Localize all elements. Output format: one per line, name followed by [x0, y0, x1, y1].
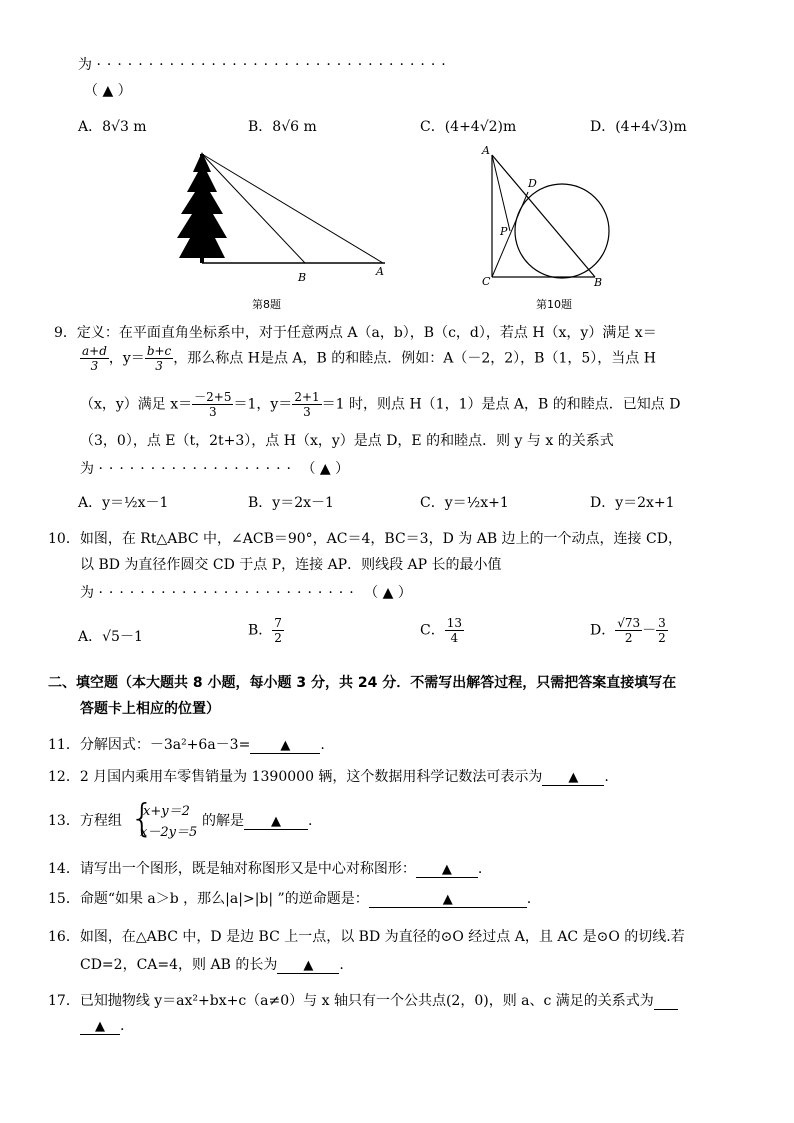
q10-option-b-label: B． — [248, 622, 273, 639]
q8-prefix: 为 — [78, 57, 92, 73]
q9-text3a: （x，y）满足 x＝ — [80, 396, 193, 413]
q9-option-a: A．y＝½x－1 — [78, 495, 169, 511]
q9-option-b: B．y＝2x－1 — [248, 495, 334, 511]
q10-option-d — [590, 616, 668, 645]
figure-10 — [480, 145, 620, 295]
q10-text1: 如图，在 Rt△ABC 中，∠ACB＝90°，AC＝4，BC＝3，D 为 AB 边上的一个动点，连接 CD， — [79, 531, 682, 547]
section2-title-line1: 二、填空题（本大题共 8 小题，每小题 3 分，共 24 分．不需写出解答过程，只需把答案直接填写在 — [48, 675, 677, 691]
fig10-label-b: B — [594, 276, 603, 289]
q13-label: 13．方程组 — [48, 813, 122, 829]
q13-answer-blank: ▲ — [244, 813, 308, 830]
q9-text3b: ＝1，y＝ — [233, 396, 293, 413]
q10-option-c-frac: $\frac{13}{4}$ — [446, 616, 462, 645]
q10-option-c-label: C． — [420, 622, 445, 639]
q9-line3 — [80, 390, 680, 419]
q10-option-d-frac1: $\frac{√73}{2}$ — [617, 616, 641, 645]
q8-option-a: A．8√3 m — [78, 119, 147, 135]
q14: 14．请写出一个图形，既是轴对称图形又是中心对称图形： ▲ . — [48, 861, 483, 877]
q8-answer-paren: （ ▲ ） — [84, 83, 132, 99]
q10-option-d-frac2: $\frac{3}{2}$ — [658, 616, 666, 645]
q9-line5 — [80, 458, 349, 478]
q12-text: 12．2 月国内乘用车零售销量为 1390000 辆，这个数据用科学记数法可表示为 — [48, 769, 543, 785]
q12: 12．2 月国内乘用车零售销量为 1390000 辆，这个数据用科学记数法可表示为 ▲ . — [48, 769, 609, 785]
q9-frac4: $\frac{2+1}{3}$ — [294, 390, 320, 419]
q17-answer-blank-start — [654, 993, 678, 1010]
q10-option-b-frac: $\frac{7}{2}$ — [274, 616, 282, 645]
q9-option-d: D．y＝2x+1 — [590, 495, 675, 511]
q17-line2: ▲ . — [80, 1018, 124, 1035]
q10-dots: ························· — [98, 585, 360, 601]
q9-line1 — [54, 322, 657, 342]
q10-answer-paren: （ ▲ ） — [364, 585, 412, 601]
q11: 11．分解因式：－3a²+6a－3= ▲ . — [48, 737, 325, 753]
q10-line3 — [80, 582, 412, 602]
q12-answer-blank: ▲ — [542, 769, 604, 786]
q14-answer-blank: ▲ — [416, 861, 478, 878]
q17-line1 — [48, 990, 678, 1010]
q13-eq2: x－2y＝5 — [140, 825, 198, 840]
q8-line1 — [78, 54, 452, 74]
section2-title-line2: 答题卡上相应的位置） — [80, 701, 220, 717]
brace-icon: { — [130, 796, 155, 840]
q10-option-a: A．√5－1 — [78, 629, 143, 645]
q11-text: 11．分解因式：－3a²+6a－3= — [48, 737, 251, 753]
q8-dots: ·································· — [96, 57, 452, 73]
q10-option-d-minus: － — [642, 622, 657, 639]
figure-8 — [165, 148, 405, 288]
q16-line2: CD=2，CA=4，则 AB 的长为 ▲ . — [80, 957, 344, 973]
q9-line2 — [80, 344, 656, 373]
q17-text: 17．已知抛物线 y＝ax²+bx+c（a≠0）与 x 轴只有一个公共点(2，0)，则 a、c 满足的关系式为 — [48, 993, 654, 1009]
q13-post-text: 的解是 — [202, 813, 244, 829]
q8-option-b: B．8√6 m — [248, 119, 317, 135]
q9-text2a: ，y＝ — [108, 350, 145, 367]
q9-text1: 定义：在平面直角坐标系中，对于任意两点 A（a，b），B（c，d），若点 H（x，y）满足 x＝ — [76, 325, 657, 341]
fig10-label-p: P — [500, 225, 508, 238]
q15: 15．命题“如果 a＞b ，那么|a|>|b| ”的逆命题是： ▲ . — [48, 891, 532, 907]
q10-option-c — [420, 616, 464, 645]
q8-option-c: C．(4+4√2)m — [420, 119, 517, 135]
q10-line2: 以 BD 为直径作圆交 CD 于点 P，连接 AP．则线段 AP 长的最小值 — [80, 557, 502, 573]
q9-frac3: $\frac{-2+5}{3}$ — [194, 390, 232, 419]
q10-option-b — [248, 616, 284, 645]
q9-line4: （3，0），点 E（t，2t+3），点 H（x，y）是点 D，E 的和睦点．则 y 与 x 的关系式 — [80, 433, 614, 449]
fig10-label-d: D — [528, 177, 537, 190]
q10-line1 — [48, 528, 682, 548]
q9-dots: ··················· — [98, 461, 298, 477]
q9-option-c: C．y＝½x+1 — [420, 495, 509, 511]
q9-frac1: $\frac{a+d}{3}$ — [82, 344, 107, 373]
q9-text5: 为 — [80, 461, 94, 477]
fig10-label-a: A — [482, 145, 490, 157]
fig8-caption: 第8题 — [252, 298, 281, 311]
q14-text: 14．请写出一个图形，既是轴对称图形又是中心对称图形： — [48, 861, 416, 877]
q10-option-d-label: D． — [590, 622, 616, 639]
q10-text3: 为 — [80, 585, 94, 601]
q15-answer-blank: ▲ — [369, 891, 527, 908]
q9-frac2: $\frac{b+c}{3}$ — [146, 344, 172, 373]
q9-answer-paren: （ ▲ ） — [301, 461, 350, 477]
q9-text3c: ＝1 时，则点 H（1，1）是点 A，B 的和睦点．已知点 D — [321, 396, 681, 413]
q11-answer-blank: ▲ — [250, 737, 320, 754]
fig10-caption: 第10题 — [536, 298, 572, 311]
q13-post: 的解是 ▲ . — [202, 813, 313, 829]
q8-option-d: D．(4+4√3)m — [590, 119, 687, 135]
fig8-label-a: A — [376, 265, 384, 278]
q16-line1: 16．如图，在△ABC 中，D 是边 BC 上一点，以 BD 为直径的⊙O 经过点 A，且 AC 是⊙O 的切线.若 — [48, 929, 685, 945]
q13-eq1: x+y＝2 — [143, 804, 190, 819]
q17-answer-blank: ▲ — [80, 1018, 120, 1035]
fig8-label-b: B — [298, 271, 307, 284]
q9-number: 9． — [54, 325, 77, 341]
fig10-label-c: C — [482, 275, 491, 288]
q16-text: CD=2，CA=4，则 AB 的长为 — [80, 957, 278, 973]
tree-icon — [177, 152, 227, 263]
q16-answer-blank: ▲ — [277, 957, 339, 974]
q15-text: 15．命题“如果 a＞b ，那么|a|>|b| ”的逆命题是： — [48, 891, 369, 907]
q9-text2b: ，那么称点 H是点 A，B 的和睦点．例如：A（－2，2），B（1，5），当点 H — [173, 350, 656, 367]
q10-number: 10． — [48, 531, 80, 547]
